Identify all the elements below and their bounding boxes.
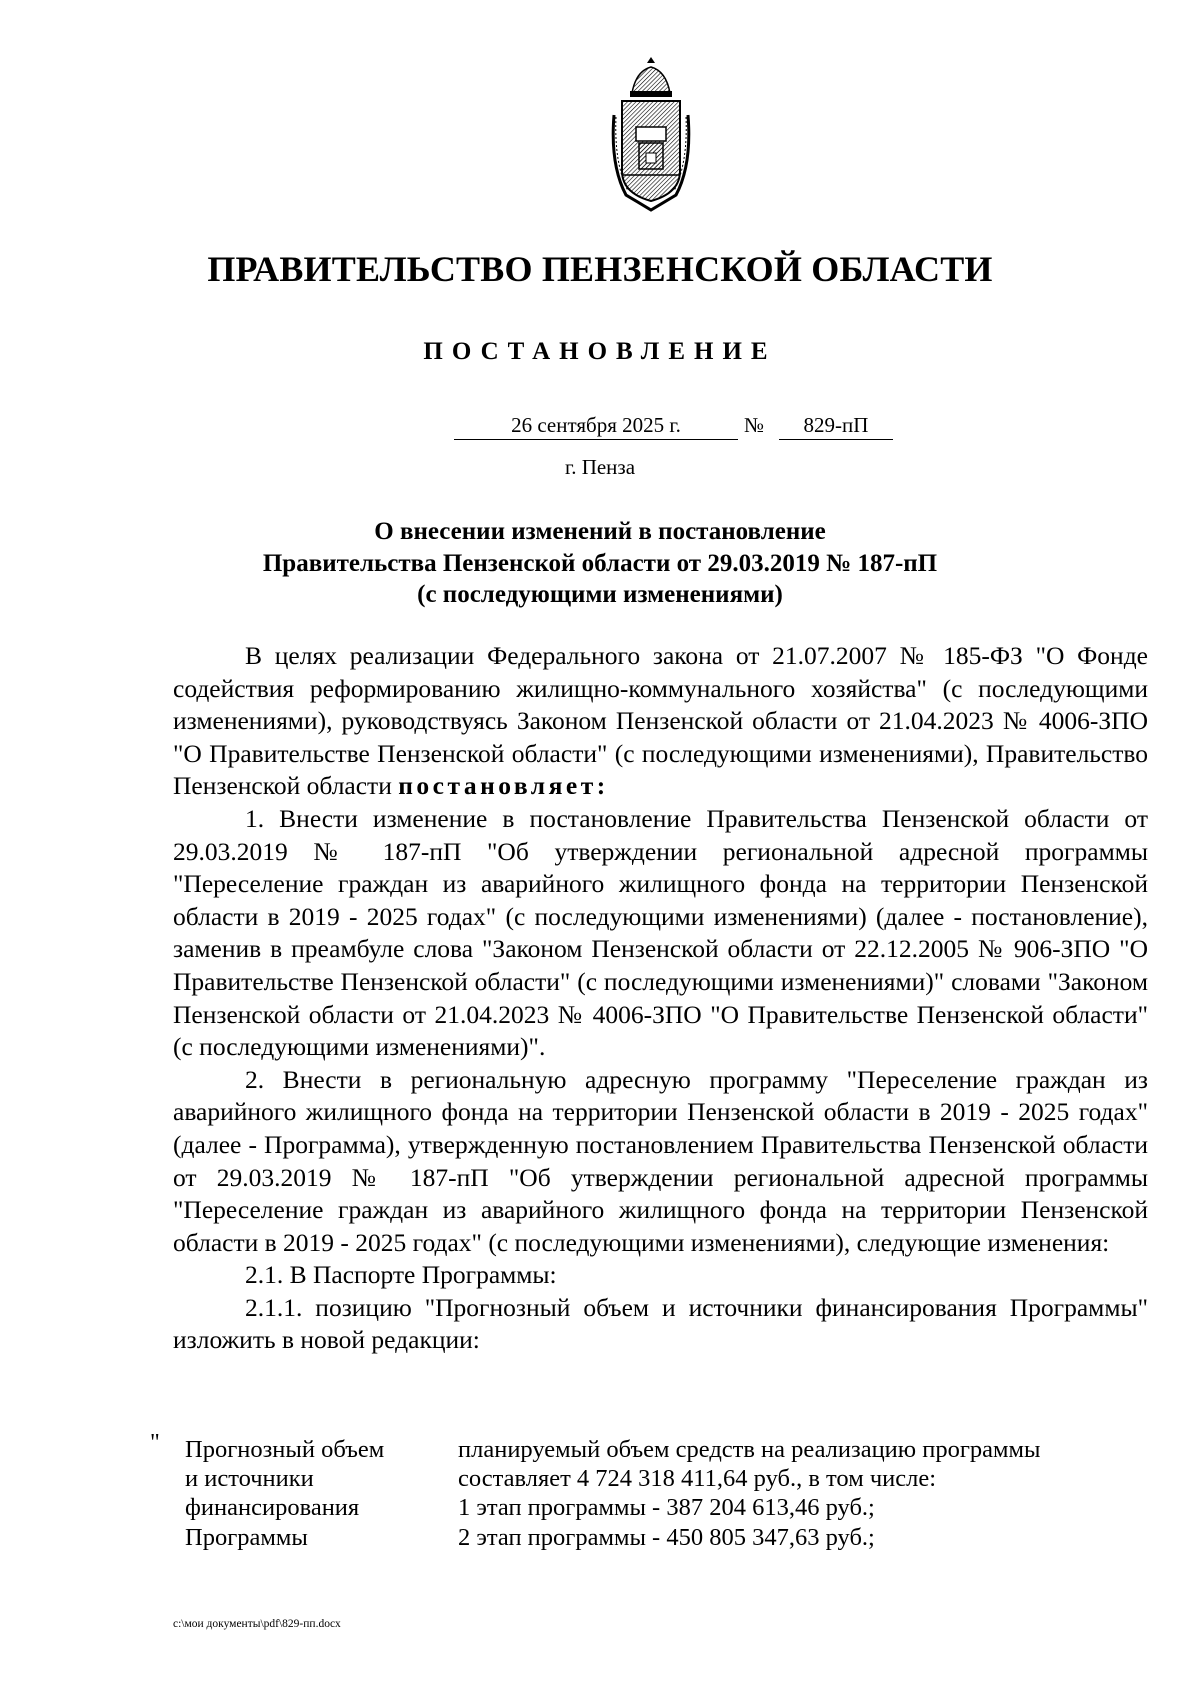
coat-of-arms-icon (606, 55, 696, 212)
value-line: 2 этап программы - 450 805 347,63 руб.; (458, 1523, 875, 1551)
value-line: составляет 4 724 318 411,64 руб., в том числе: (458, 1465, 937, 1493)
subject-line: (с последующими изменениями) (417, 581, 783, 608)
label-line: финансирования (185, 1494, 360, 1522)
label-line: Прогнозный объем (185, 1436, 385, 1463)
city: г. Пенза (564, 455, 636, 479)
document-body (173, 640, 1148, 1357)
government-title: ПРАВИТЕЛЬСТВО ПЕНЗЕНСКОЙ ОБЛАСТИ (207, 249, 993, 289)
document-subject (0, 516, 1200, 611)
preamble-paragraph (173, 640, 1148, 803)
document-date: 26 сентября 2025 г. (454, 411, 738, 440)
resolves-word: постановляет: (398, 771, 609, 801)
value-line: планируемый объем средств на реализацию программы (458, 1436, 1041, 1463)
document-number: 829-пП (779, 411, 893, 440)
subject-line: О внесении изменений в постановление (374, 518, 826, 545)
subject-line: Правительства Пензенской области от 29.03.2019 № 187-пП (262, 549, 938, 577)
preamble-text: В целях реализации Федерального закона от 21.07.2007 № 185-ФЗ "О Фонде содействия реформированию жилищно-коммунального хозяйства" (с последующими изменениями), руководствуясь Законом Пензенской области от 21.04.2023 № 4006-ЗПО "О Правительстве Пензенской области" (с последующими изменениями), Правительство Пензенской области (173, 641, 1148, 801)
item-2-1: 2.1. В Паспорте Программы: (245, 1260, 557, 1290)
item-1: 1. Внести изменение в постановление Правительства Пензенской области от 29.03.2019 № 187-пП "Об утверждении региональной адресной программы "Переселение граждан из аварийного жилищного фонда на территории Пензенской области в 2019 - 2025 годах" (с последующими изменениями) (далее - постановление), заменив в преамбуле слова "Законом Пензенской области от 22.12.2005 № 906-ЗПО "О Правительстве Пензенской области" (с последующими изменениями)" словами "Законом Пензенской области от 21.04.2023 № 4006-ЗПО "О Правительстве Пензенской области" (с последующими изменениями)". (173, 803, 1148, 1062)
label-line: и источники (185, 1465, 314, 1493)
item-2-1-1: 2.1.1. позицию "Прогнозный объем и источники финансирования Программы" изложить в новой редакции: (173, 1292, 1148, 1355)
opening-quote: " (150, 1430, 160, 1456)
value-line: 1 этап программы - 387 204 613,46 руб.; (458, 1494, 875, 1522)
label-line: Программы (185, 1523, 308, 1551)
file-path-footer: c:\мои документы\pdf\829-пп.docx (173, 1618, 341, 1630)
passport-row-label (185, 1435, 445, 1552)
document-type: ПОСТАНОВЛЕНИЕ (423, 338, 777, 365)
item-2: 2. Внести в региональную адресную программу "Переселение граждан из аварийного жилищного фонда на территории Пензенской области в 2019 - 2025 годах" (далее - Программа), утвержденную постановлением Правительства Пензенской области от 29.03.2019 № 187-пП "Об утверждении региональной адресной программы "Переселение граждан из аварийного жилищного фонда на территории Пензенской области в 2019 - 2025 годах" (с последующими изменениями), следующие изменения: (173, 1064, 1148, 1257)
number-sign: № (744, 413, 765, 437)
passport-row-value (458, 1435, 1158, 1552)
date-number-line (0, 411, 1200, 443)
